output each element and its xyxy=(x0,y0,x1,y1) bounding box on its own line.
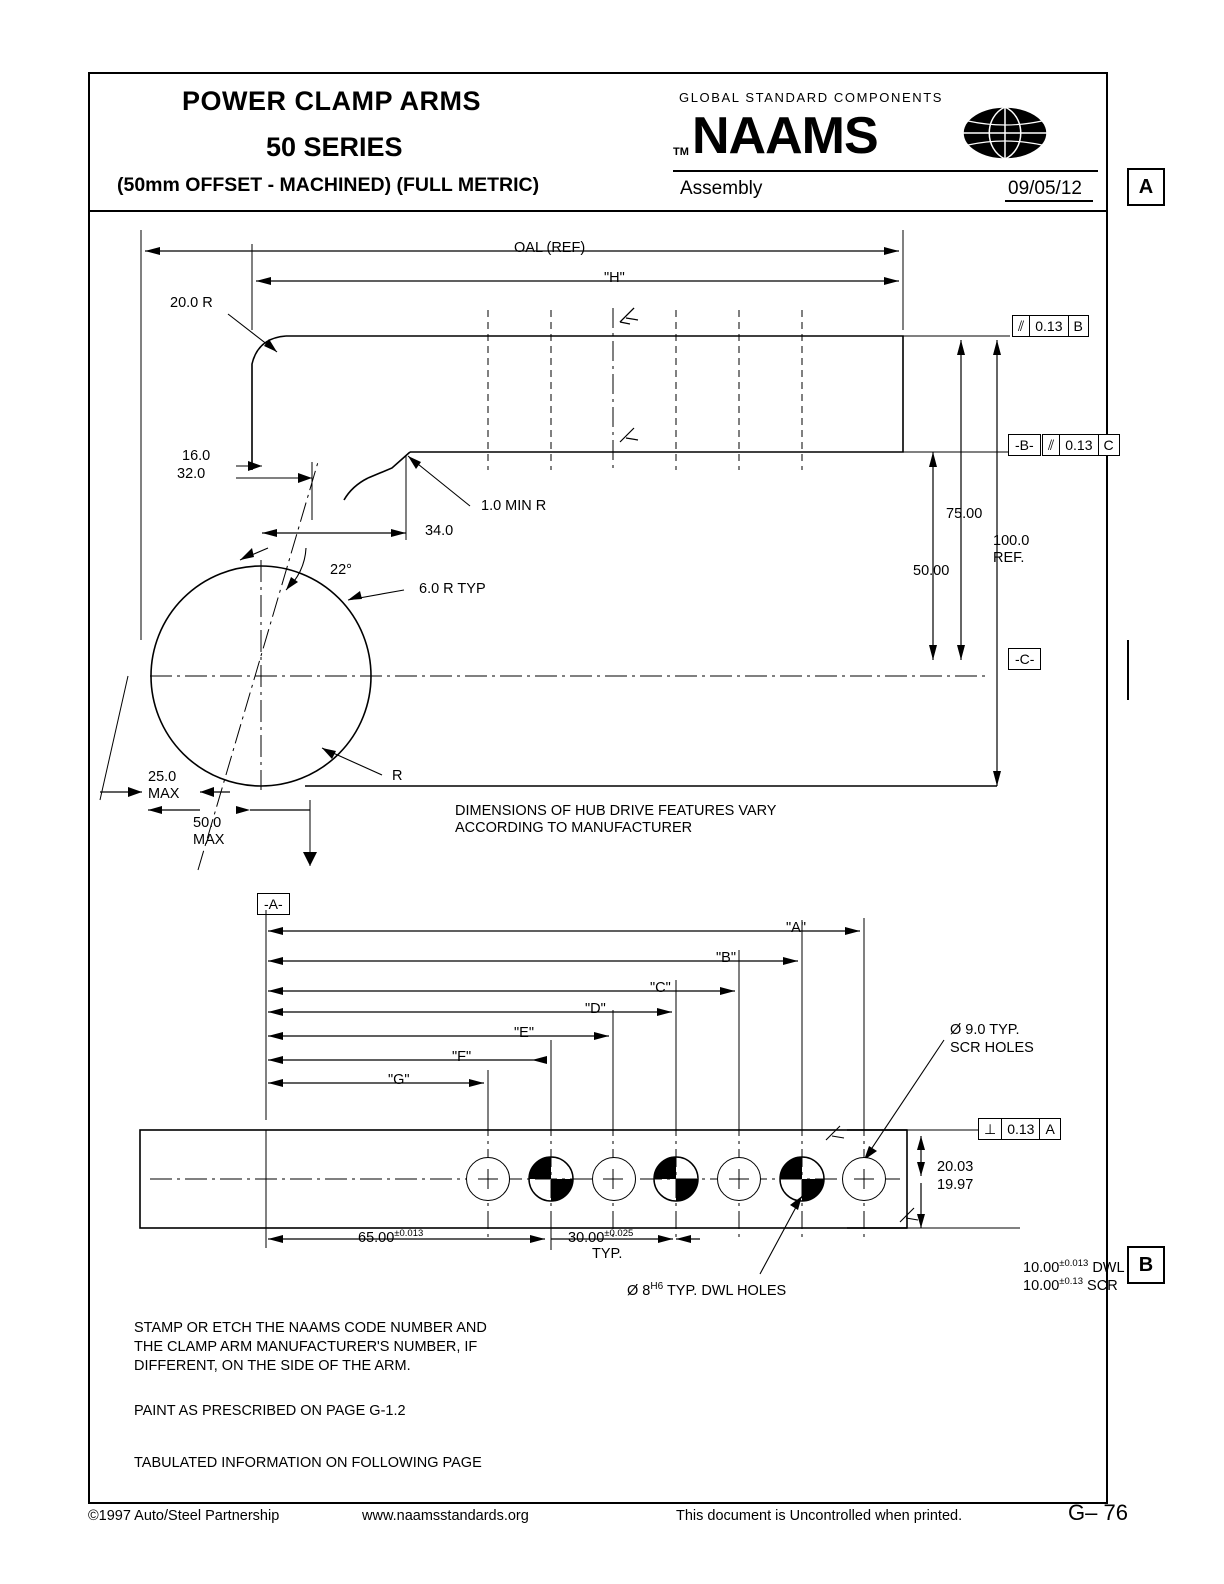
dim-r: R xyxy=(392,768,403,784)
hub-note-line2: ACCORDING TO MANUFACTURER xyxy=(455,820,693,836)
scr-hole-note-2: SCR HOLES xyxy=(950,1040,1034,1056)
hub-note-line1: DIMENSIONS OF HUB DRIVE FEATURES VARY xyxy=(455,803,777,819)
dim-30-typ: TYP. xyxy=(592,1246,623,1262)
dim-100: 100.0 xyxy=(993,533,1030,549)
dim-16: 16.0 xyxy=(182,448,211,464)
page-number: G– 76 xyxy=(1068,1500,1128,1525)
dim-25-max-label: MAX xyxy=(148,786,180,802)
fcf-datum-ref: B xyxy=(1073,318,1083,334)
fcf-tolerance: 0.13 xyxy=(1030,316,1068,336)
datum-b-label: -B- xyxy=(1008,434,1041,456)
dim-50-max: 50.0 xyxy=(193,815,222,831)
dim-e: "E" xyxy=(514,1025,534,1041)
dim-50: 50.00 xyxy=(913,563,950,579)
dim-10-scr: $10.00^{\pm 0.13}$ SCR xyxy=(1023,1276,1118,1294)
page-subtitle: 50 SERIES xyxy=(266,132,403,162)
note-stamp-line2: THE CLAMP ARM MANUFACTURER'S NUMBER, IF xyxy=(134,1339,478,1355)
fcf-symbol: ⫽ xyxy=(1013,316,1030,336)
dwl-hole-note: Ø $8^{H6}$ TYP. DWL HOLES xyxy=(627,1281,787,1299)
fcf-tolerance: 0.13 xyxy=(1002,1119,1040,1139)
note-tabulated: TABULATED INFORMATION ON FOLLOWING PAGE xyxy=(134,1455,482,1471)
dim-1997: 19.97 xyxy=(937,1177,974,1193)
datum-a-label: -A- xyxy=(257,893,290,915)
revision-date: 09/05/12 xyxy=(1008,178,1082,199)
dim-100-ref: REF. xyxy=(993,550,1025,566)
dim-c: "C" xyxy=(650,980,671,996)
dim-30: $30.00^{\pm 0.025}$ xyxy=(568,1228,634,1246)
dim-65: $65.00^{\pm 0.013}$ xyxy=(358,1228,424,1246)
fcf-tolerance: 0.13 xyxy=(1060,435,1098,455)
dim-g: "G" xyxy=(388,1072,410,1088)
note-stamp-line1: STAMP OR ETCH THE NAAMS CODE NUMBER AND xyxy=(134,1320,487,1336)
scr-hole-note-1: Ø 9.0 TYP. xyxy=(950,1022,1020,1038)
dim-r20: 20.0 R xyxy=(170,295,213,311)
dim-50-max-label: MAX xyxy=(193,832,225,848)
footer-copyright: ©1997 Auto/Steel Partnership xyxy=(88,1508,280,1524)
footer-website[interactable]: www.naamsstandards.org xyxy=(362,1508,529,1524)
note-paint: PAINT AS PRESCRIBED ON PAGE G-1.2 xyxy=(134,1403,406,1419)
dim-angle-22: 22° xyxy=(330,562,352,578)
rev-zone-a: A xyxy=(1127,168,1165,206)
dim-h: "H" xyxy=(604,270,625,286)
page-subtitle-2: (50mm OFFSET - MACHINED) (FULL METRIC) xyxy=(117,174,540,196)
fcf-symbol: ⫽ xyxy=(1043,435,1060,455)
fcf-datum-ref: C xyxy=(1103,437,1114,453)
dim-f: "F" xyxy=(452,1049,472,1065)
dim-b: "B" xyxy=(716,950,736,966)
dim-25-max: 25.0 xyxy=(148,769,177,785)
footer-uncontrolled-notice: This document is Uncontrolled when printed. xyxy=(676,1508,963,1524)
dim-r6-typ: 6.0 R TYP xyxy=(419,581,486,597)
dim-34: 34.0 xyxy=(425,523,454,539)
note-stamp-line3: DIFFERENT, ON THE SIDE OF THE ARM. xyxy=(134,1358,411,1374)
dim-a: "A" xyxy=(786,920,806,936)
fcf-perpendicularity-a xyxy=(978,1118,1061,1140)
doc-type-label: Assembly xyxy=(680,178,763,199)
brand-tagline: GLOBAL STANDARD COMPONENTS xyxy=(679,90,944,105)
fcf-symbol: ⊥ xyxy=(979,1119,1002,1139)
dim-min-r: 1.0 MIN R xyxy=(481,498,547,514)
dim-75: 75.00 xyxy=(946,506,983,522)
dim-2003: 20.03 xyxy=(937,1159,974,1175)
rev-zone-b: B xyxy=(1127,1246,1165,1284)
datum-c-label: -C- xyxy=(1008,648,1041,670)
dim-d: "D" xyxy=(585,1001,606,1017)
dim-oal: OAL (REF) xyxy=(514,240,586,256)
fcf-datum-ref: A xyxy=(1045,1121,1055,1137)
brand-logo: NAAMS xyxy=(692,107,878,165)
dim-32: 32.0 xyxy=(177,466,206,482)
trademark-mark: TM xyxy=(673,146,689,158)
page-title: POWER CLAMP ARMS xyxy=(182,86,482,116)
dim-10-dwl: $10.00^{\pm 0.013}$ DWL xyxy=(1023,1258,1125,1276)
